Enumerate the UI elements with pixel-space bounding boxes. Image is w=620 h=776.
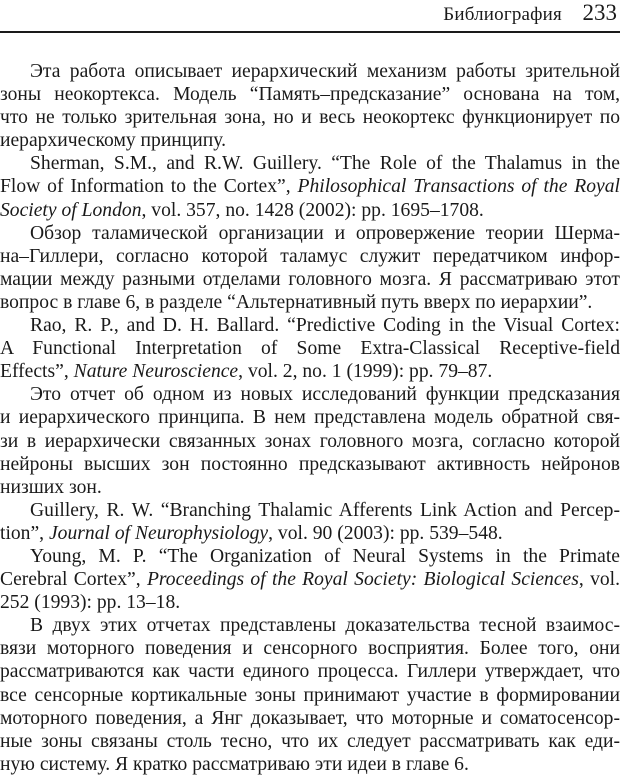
header-rule — [0, 31, 620, 33]
italic-title: Proceedings of the Royal Society: Biological Sciences — [146, 569, 579, 591]
page-number: 233 — [582, 0, 617, 25]
text-line: низших зон. — [0, 476, 102, 498]
text-line — [0, 568, 620, 591]
text-line: иерархическому принципу. — [0, 130, 226, 152]
text-run: , vol. 357, no. 1428 (2002): pp. 1695–1708. — [141, 199, 484, 221]
text-line: все сенсорные кортикальные зоны принимают участие в формировании — [0, 684, 620, 706]
text-run: , vol. 90 (2003): pp. 539–548. — [268, 522, 503, 544]
italic-title: Society of London — [0, 199, 142, 221]
paragraph — [0, 499, 620, 545]
text-line: Это отчет об одном из новых исследований функции предсказания — [30, 384, 620, 406]
italic-title: Journal of Neurophysiology — [48, 522, 269, 544]
text-line: вязи моторного поведения и сенсорного восприятия. Более того, они — [0, 638, 620, 660]
text-line: мации между разными отделами головного мозга. Я рассматриваю этот — [0, 268, 620, 290]
paragraph — [0, 152, 620, 221]
text-run: Cerebral Cortex”, — [0, 569, 147, 591]
text-run: Guillery, R. W. “Branching Thalamic Afferents Link Action and Percep- — [30, 499, 620, 521]
bibliography-text — [0, 60, 620, 776]
text-line — [0, 199, 620, 222]
text-line — [0, 360, 620, 383]
text-line — [0, 545, 620, 568]
text-line — [0, 314, 620, 337]
text-run: A Functional Interpretation of Some Extra-Classical Receptive-field — [0, 338, 620, 360]
paragraph — [0, 383, 620, 498]
text-line: моторного поведения, а Янг доказывает, что моторные и соматосенсор- — [0, 707, 620, 729]
text-line: В двух этих отчетах представлены доказательства тесной взаимос- — [30, 615, 620, 637]
text-run: 252 (1993): pp. 13–18. — [0, 592, 181, 614]
text-line — [0, 591, 620, 614]
text-run: Young, M. P. “The Organization of Neural Systems in the Primate — [30, 545, 620, 567]
text-line: ную систему. Я кратко рассматриваю эти идеи в главе 6. — [0, 753, 469, 775]
paragraph — [0, 614, 620, 776]
text-line: рассматриваются как части единого процесса. Гиллери утверждает, что — [0, 661, 620, 683]
text-line — [0, 175, 620, 198]
text-run: tion”, — [0, 522, 49, 544]
italic-title: Philosophical Transactions of the Royal — [297, 176, 620, 198]
text-line: вопрос в главе 6, в разделе “Альтернативный путь вверх по иерархии”. — [0, 291, 593, 313]
paragraph — [0, 60, 620, 152]
text-run: , vol. — [578, 569, 620, 591]
text-run: Effects”, — [0, 361, 74, 383]
text-line — [0, 522, 620, 545]
text-line: Обзор таламической организации и опровержение теории Шерма- — [30, 222, 620, 244]
text-run: Flow of Information to the Cortex”, — [0, 176, 298, 198]
text-line: зоны неокортекса. Модель “Память–предсказание” основана на том, — [0, 84, 620, 106]
page-header — [0, 0, 620, 32]
paragraph — [0, 222, 620, 314]
text-line: ные зоны связаны столь тесно, что их следует рассматривать как еди- — [0, 730, 620, 752]
text-run: , vol. 2, no. 1 (1999): pp. 79–87. — [238, 361, 493, 383]
text-run: Sherman, S.M., and R.W. Guillery. “The Role of the Thalamus in the — [30, 153, 620, 175]
text-line: что не только зрительная зона, но и весь неокортекс функционирует по — [0, 107, 620, 129]
paragraph — [0, 545, 620, 614]
text-line: зи в иерархически связанных зонах головного мозга, согласно которой — [0, 430, 620, 452]
text-line — [0, 337, 620, 360]
text-line: Эта работа описывает иерархический механизм работы зрительной — [30, 61, 620, 82]
text-line: и иерархического принципа. В нем представлена модель обратной свя- — [0, 407, 620, 429]
text-run: Rao, R. P., and D. H. Ballard. “Predictive Coding in the Visual Cortex: — [30, 315, 620, 337]
running-title: Библиография — [443, 4, 562, 25]
text-line: на–Гиллери, согласно которой таламус служит передатчиком инфор- — [0, 245, 620, 267]
italic-title: Nature Neuroscience — [73, 361, 239, 383]
paragraph — [0, 314, 620, 383]
text-line — [0, 499, 620, 522]
text-line — [0, 152, 620, 175]
text-line: нейроны высших зон постоянно предсказывают активность нейронов — [0, 453, 620, 475]
